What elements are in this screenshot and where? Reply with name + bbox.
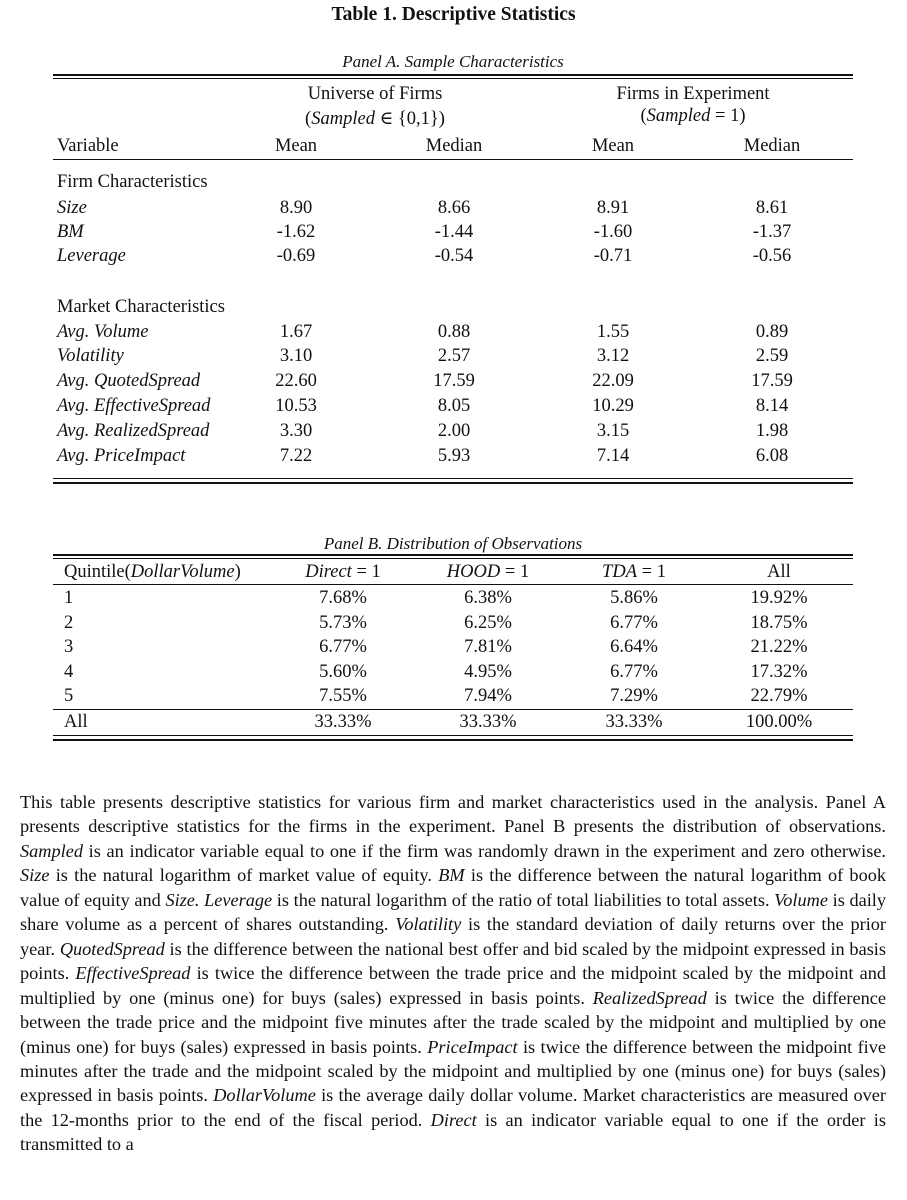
- table-note: [20, 790, 886, 1157]
- total-row-label: All: [64, 712, 88, 732]
- table-cell: 8.66: [437, 198, 471, 218]
- table-cell: 6.77%: [319, 637, 367, 657]
- note-text: is an indicator variable equal to one if the firm was randomly drawn in the experiment and zero otherwise.: [82, 840, 886, 861]
- table-cell: 6.77%: [610, 662, 658, 682]
- table-cell: 8.61: [755, 198, 789, 218]
- panel-b-top-rule-2: [53, 558, 853, 559]
- row-label: Avg. Volume: [57, 322, 149, 342]
- table-cell: -1.60: [593, 222, 633, 242]
- table-cell: -1.62: [276, 222, 316, 242]
- note-term: Leverage: [204, 889, 273, 910]
- table-cell: 7.81%: [464, 637, 512, 657]
- note-text: is the natural logarithm of market value of equity.: [49, 865, 439, 886]
- row-label: Leverage: [57, 246, 126, 266]
- row-label: 4: [64, 662, 74, 682]
- table-cell: 8.91: [596, 198, 630, 218]
- panel-a-bottom-rule-1: [53, 478, 853, 479]
- row-label: Avg. QuotedSpread: [57, 371, 201, 391]
- table-cell: 2.57: [437, 346, 471, 366]
- table-cell: 33.33%: [459, 712, 517, 732]
- panel-a-header-rule: [53, 159, 853, 160]
- table-cell: 8.90: [279, 198, 313, 218]
- table-cell: 3.12: [596, 346, 630, 366]
- table-cell: 5.93: [437, 446, 471, 466]
- group-experiment-label: Firms in Experiment: [616, 84, 770, 104]
- table-cell: 17.32%: [750, 662, 808, 682]
- note-term: DollarVolume: [213, 1085, 316, 1106]
- note-term: Direct: [430, 1109, 477, 1130]
- panel-b-bottom-rule-1: [53, 735, 853, 736]
- table-cell: 33.33%: [314, 712, 372, 732]
- table-cell: 6.38%: [464, 588, 512, 608]
- note-text: is the difference between the national best offer and bid scaled by the midpoint expressed in basis points.: [20, 938, 886, 984]
- table-cell: 100.00%: [745, 712, 813, 732]
- table-cell: 5.73%: [319, 613, 367, 633]
- panel-a-title: Panel A. Sample Characteristics: [342, 52, 564, 71]
- col-header-median-1: Median: [425, 136, 483, 156]
- panel-a-top-rule-1: [53, 74, 853, 76]
- group-universe-sub: (Sampled ∈ {0,1}): [305, 109, 445, 129]
- table-cell: 6.08: [755, 446, 789, 466]
- table-cell: 10.53: [275, 396, 317, 416]
- note-text: is the natural logarithm of the ratio of total liabilities to total assets.: [272, 889, 775, 910]
- table-title: Table 1. Descriptive Statistics: [331, 4, 576, 25]
- panel-a-bottom-rule-2: [53, 482, 853, 484]
- note-text: is an indicator variable equal to one if the order is transmitted to a: [20, 1109, 886, 1155]
- table-cell: 3.15: [596, 421, 630, 441]
- note-term: PriceImpact: [427, 1036, 518, 1057]
- note-term: QuotedSpread: [59, 938, 165, 959]
- table-cell: 22.60: [275, 371, 317, 391]
- col-header-tda: TDA = 1: [602, 562, 666, 582]
- table-cell: 7.29%: [610, 686, 658, 706]
- table-cell: 1.98: [755, 421, 789, 441]
- table-cell: -0.71: [593, 246, 633, 266]
- table-cell: 6.64%: [610, 637, 658, 657]
- col-header-mean-2: Mean: [591, 136, 635, 156]
- table-cell: 33.33%: [605, 712, 663, 732]
- col-header-median-2: Median: [743, 136, 801, 156]
- col-header-quintile: Quintile(DollarVolume): [64, 562, 241, 582]
- table-cell: 7.68%: [319, 588, 367, 608]
- table-cell: 17.59: [751, 371, 793, 391]
- note-term: EffectiveSpread: [75, 963, 191, 984]
- col-header-mean-1: Mean: [274, 136, 318, 156]
- table-cell: 1.67: [279, 322, 313, 342]
- note-term: Size: [20, 865, 50, 886]
- table-cell: 10.29: [592, 396, 634, 416]
- table-cell: 4.95%: [464, 662, 512, 682]
- table-cell: 7.55%: [319, 686, 367, 706]
- table-cell: -0.54: [434, 246, 474, 266]
- col-header-direct: Direct = 1: [305, 562, 381, 582]
- row-label: 3: [64, 637, 74, 657]
- note-text: is twice the difference between the midpoint five minutes after the trade and the midpoint scaled by the midpoint and multiplied by one (minus one) for buys (sales) expressed in basis points.: [20, 1036, 887, 1106]
- table-cell: 5.60%: [319, 662, 367, 682]
- note-text: is the standard deviation of daily returns over the prior year.: [20, 914, 886, 959]
- note-text: This table presents descriptive statistics for various firm and market characteristics used in the analysis. Panel A presents descriptive statistics for the firms in the experiment. Panel B presents the distribution of observations.: [20, 792, 886, 837]
- note-term: Size.: [165, 889, 200, 910]
- table-cell: -1.44: [434, 222, 474, 242]
- table-cell: 7.94%: [464, 686, 512, 706]
- row-label: 1: [64, 588, 74, 608]
- table-cell: 21.22%: [750, 637, 808, 657]
- table-cell: 18.75%: [750, 613, 808, 633]
- table-cell: 3.10: [279, 346, 313, 366]
- panel-b-bottom-rule-2: [53, 739, 853, 741]
- row-label: BM: [57, 222, 84, 242]
- panel-b-title: Panel B. Distribution of Observations: [323, 534, 583, 553]
- row-label: 2: [64, 613, 74, 633]
- table-cell: 5.86%: [610, 588, 658, 608]
- note-term: Sampled: [20, 840, 83, 861]
- table-cell: -0.56: [752, 246, 792, 266]
- panel-b-top-rule-1: [53, 554, 853, 556]
- row-label: Volatility: [57, 346, 124, 366]
- note-text: is the difference between the natural logarithm of book value of equity and: [20, 865, 886, 910]
- row-label: Avg. PriceImpact: [57, 446, 186, 466]
- table-cell: 0.88: [437, 322, 471, 342]
- col-header-variable: Variable: [57, 136, 119, 156]
- note-term: Volatility: [395, 914, 462, 935]
- panel-b-total-rule: [53, 709, 853, 710]
- note-text: is twice the difference between the trade price and the midpoint five minutes after the trade scaled by the midpoint and multiplied by one (minus one) for buys (sales) expressed in basis points.: [20, 987, 886, 1057]
- note-term: Volume: [774, 889, 828, 910]
- table-cell: 7.14: [596, 446, 630, 466]
- table-cell: -1.37: [752, 222, 792, 242]
- table-cell: 6.77%: [610, 613, 658, 633]
- note-text: is twice the difference between the trade price and the midpoint scaled by the midpoint and multiplied by one (minus one) for buys (sales) expressed in basis points.: [20, 963, 886, 1008]
- note-term: BM: [438, 865, 465, 886]
- row-label: 5: [64, 686, 74, 706]
- table-cell: 2.00: [437, 421, 471, 441]
- table-cell: 7.22: [279, 446, 313, 466]
- table-cell: 22.79%: [750, 686, 808, 706]
- table-cell: 8.14: [755, 396, 789, 416]
- table-cell: 1.55: [596, 322, 630, 342]
- panel-b-header-rule: [53, 584, 853, 585]
- table-cell: 3.30: [279, 421, 313, 441]
- col-header-hood: HOOD = 1: [446, 562, 530, 582]
- note-term: RealizedSpread: [592, 987, 707, 1008]
- section-heading-firm: Firm Characteristics: [57, 172, 208, 192]
- table-cell: 2.59: [755, 346, 789, 366]
- table-cell: 0.89: [755, 322, 789, 342]
- note-text: is daily share volume as a percent of shares outstanding.: [20, 889, 886, 935]
- table-cell: -0.69: [276, 246, 316, 266]
- table-cell: 8.05: [437, 396, 471, 416]
- group-experiment-sub: (Sampled = 1): [640, 106, 746, 126]
- group-universe-label: Universe of Firms: [307, 84, 443, 104]
- col-header-all: All: [767, 562, 791, 582]
- table-cell: 6.25%: [464, 613, 512, 633]
- note-text: is the average daily dollar volume. Market characteristics are measured over the 12-months prior to the end of the fiscal period.: [20, 1085, 886, 1130]
- panel-a-top-rule-2: [53, 78, 853, 79]
- row-label: Avg. RealizedSpread: [57, 421, 210, 441]
- table-cell: 19.92%: [750, 588, 808, 608]
- table-cell: 17.59: [433, 371, 475, 391]
- row-label: Size: [57, 198, 87, 218]
- table-cell: 22.09: [592, 371, 634, 391]
- section-heading-market: Market Characteristics: [57, 297, 225, 317]
- row-label: Avg. EffectiveSpread: [57, 396, 211, 416]
